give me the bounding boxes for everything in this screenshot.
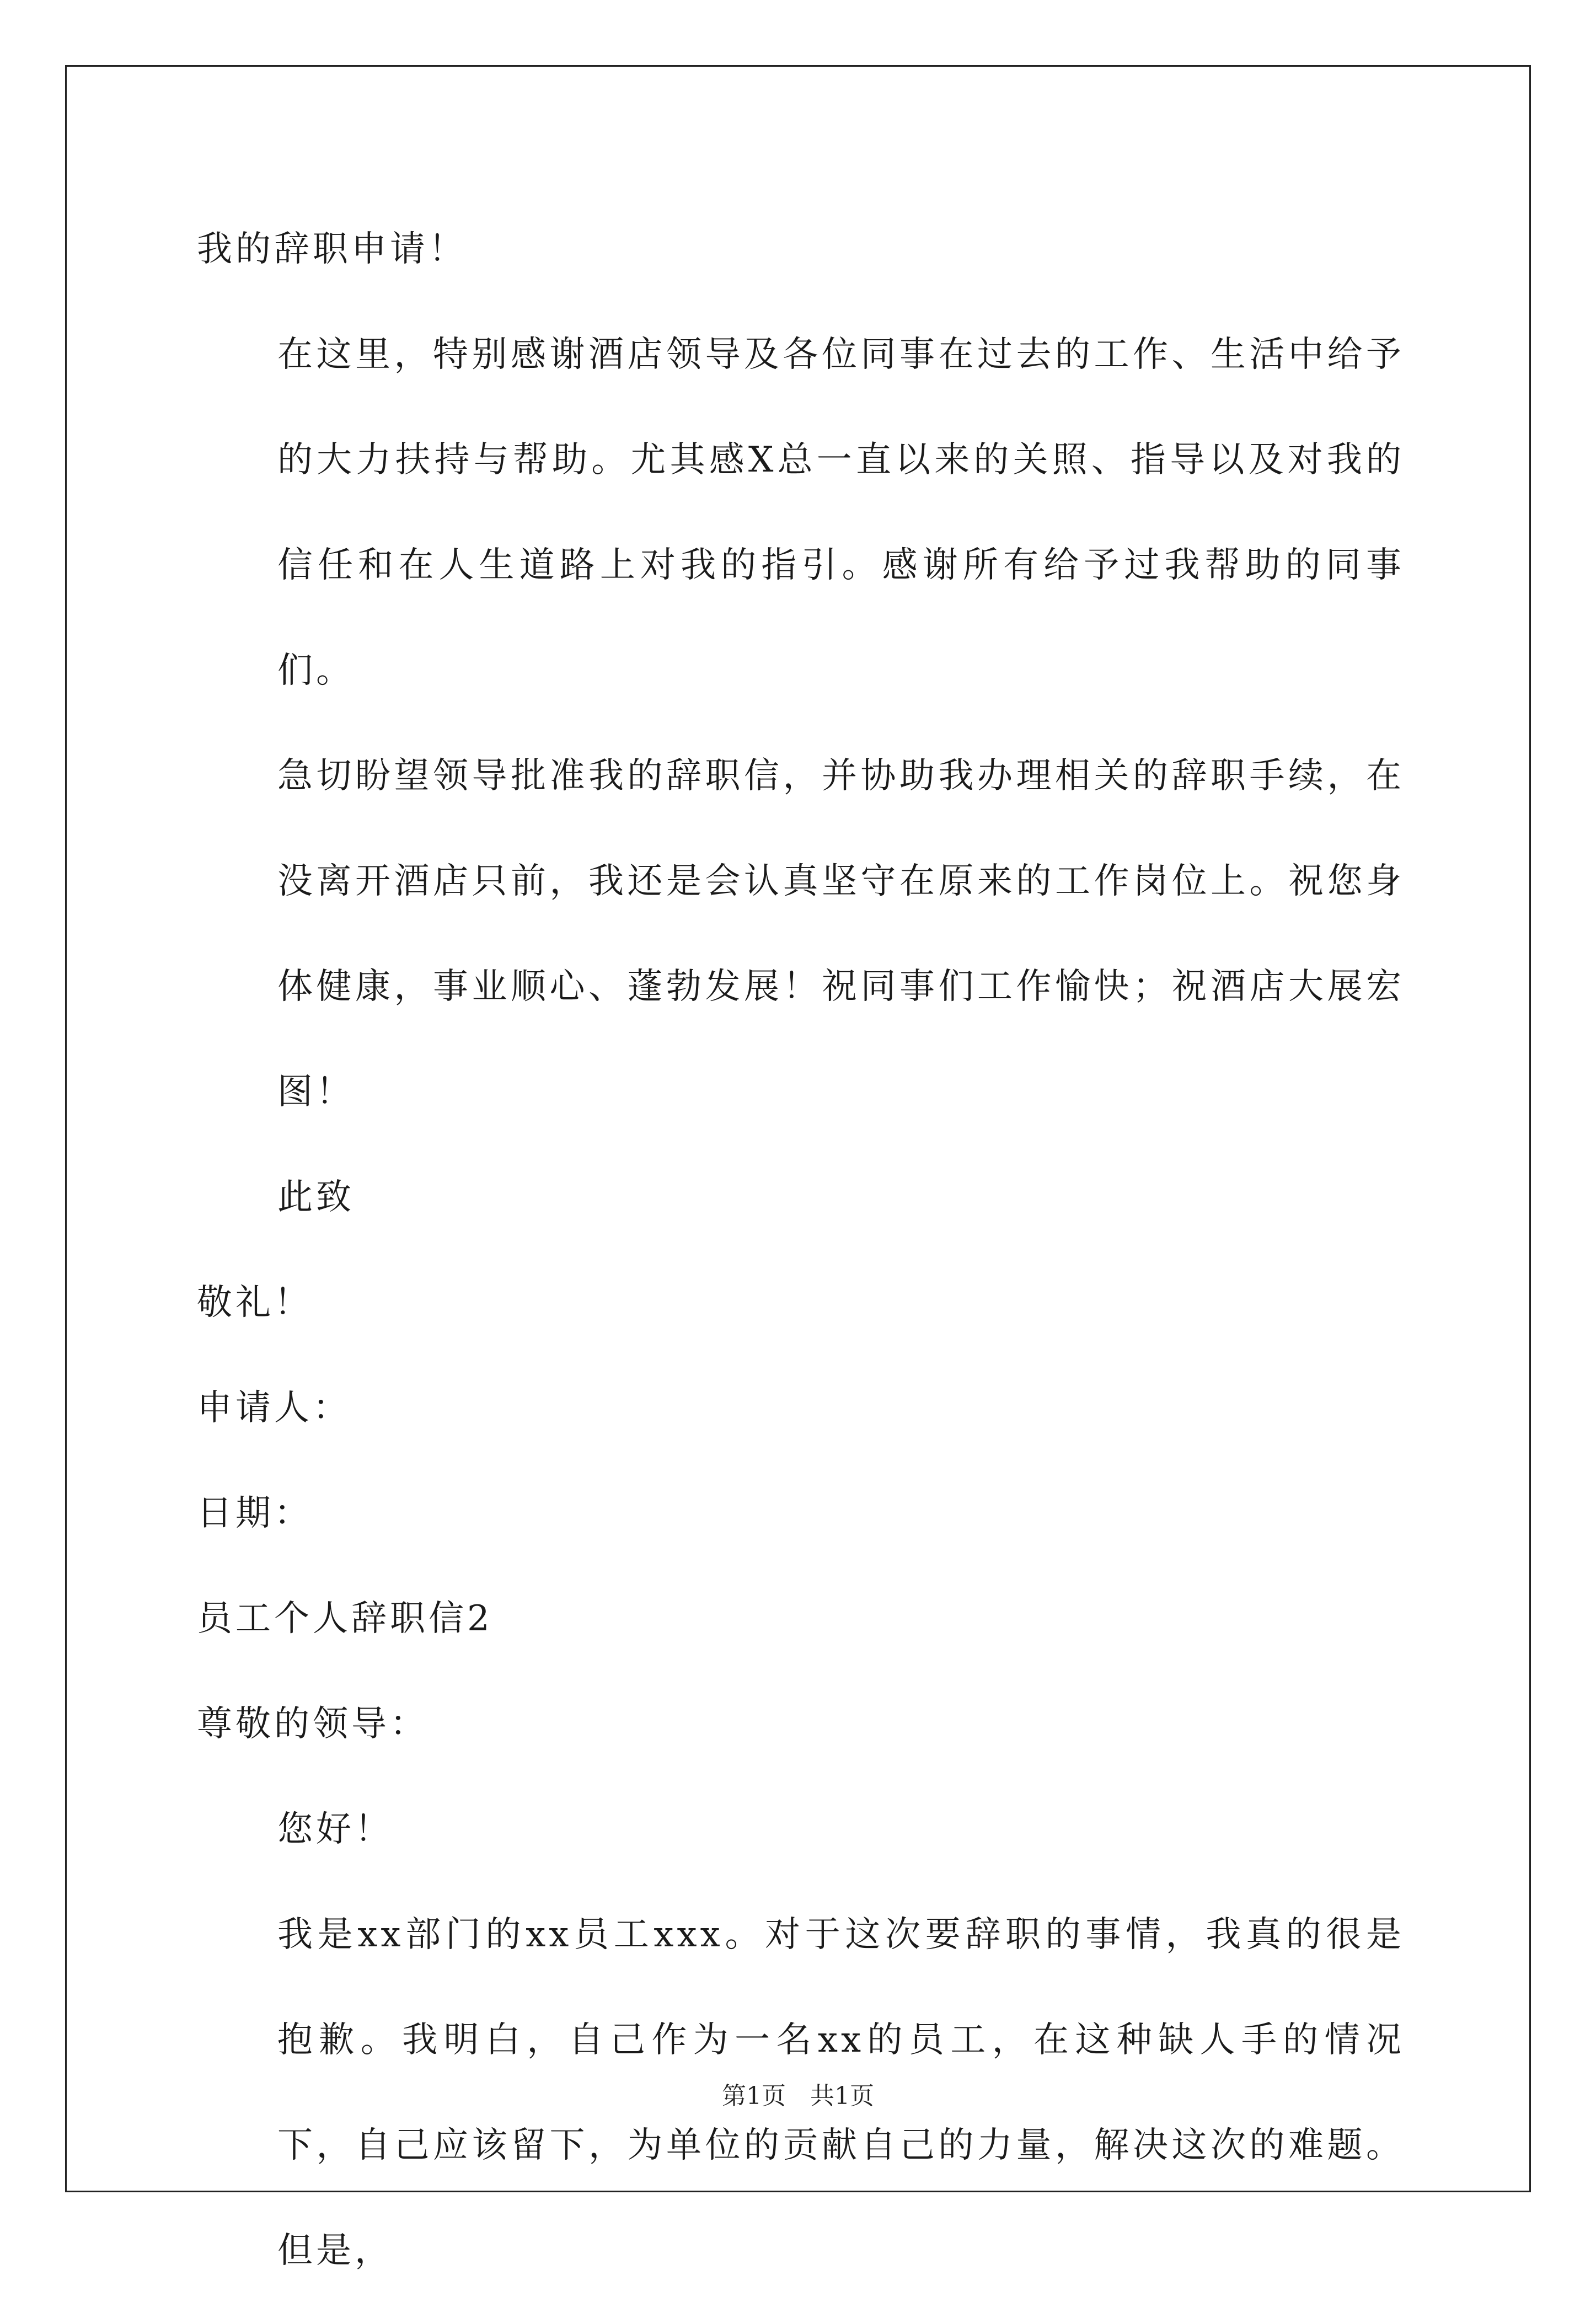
document-body [197, 216, 1405, 2323]
body-paragraph: 急切盼望领导批准我的辞职信，并协助我办理相关的辞职手续，在没离开酒店只前，我还是会认真坚守在原来的工作岗位上。祝您身体健康，事业顺心、蓬勃发展！祝同事们工作愉快；祝酒店大展宏图！ [277, 756, 1405, 1112]
greeting-line: 您好！ [277, 1809, 393, 1850]
page-number-footer: 第1页 共1页 [722, 2082, 874, 2110]
body-paragraph: 我是xx部门的xx员工xxx。对于这次要辞职的事情，我真的很是抱歉。我明白，自己作为一名xx的员工，在这种缺人手的情况下，自己应该留下，为单位的贡献自己的力量，解决这次的难题。但是， [277, 1914, 1405, 2271]
section-title: 员工个人辞职信2 [197, 1598, 493, 1639]
body-paragraph: 在这里，特别感谢酒店领导及各位同事在过去的工作、生活中给予的大力扶持与帮助。尤其感X总一直以来的关照、指导以及对我的信任和在人生道路上对我的指引。感谢所有给予过我帮助的同事们。 [277, 334, 1405, 691]
applicant-label: 申请人： [197, 1388, 351, 1428]
closing-salutation: 敬礼！ [197, 1282, 313, 1323]
greeting-line: 尊敬的领导： [197, 1704, 429, 1744]
closing-line: 此致 [277, 1177, 355, 1218]
date-label: 日期： [197, 1493, 313, 1534]
body-line: 我的辞职申请！ [197, 229, 467, 270]
